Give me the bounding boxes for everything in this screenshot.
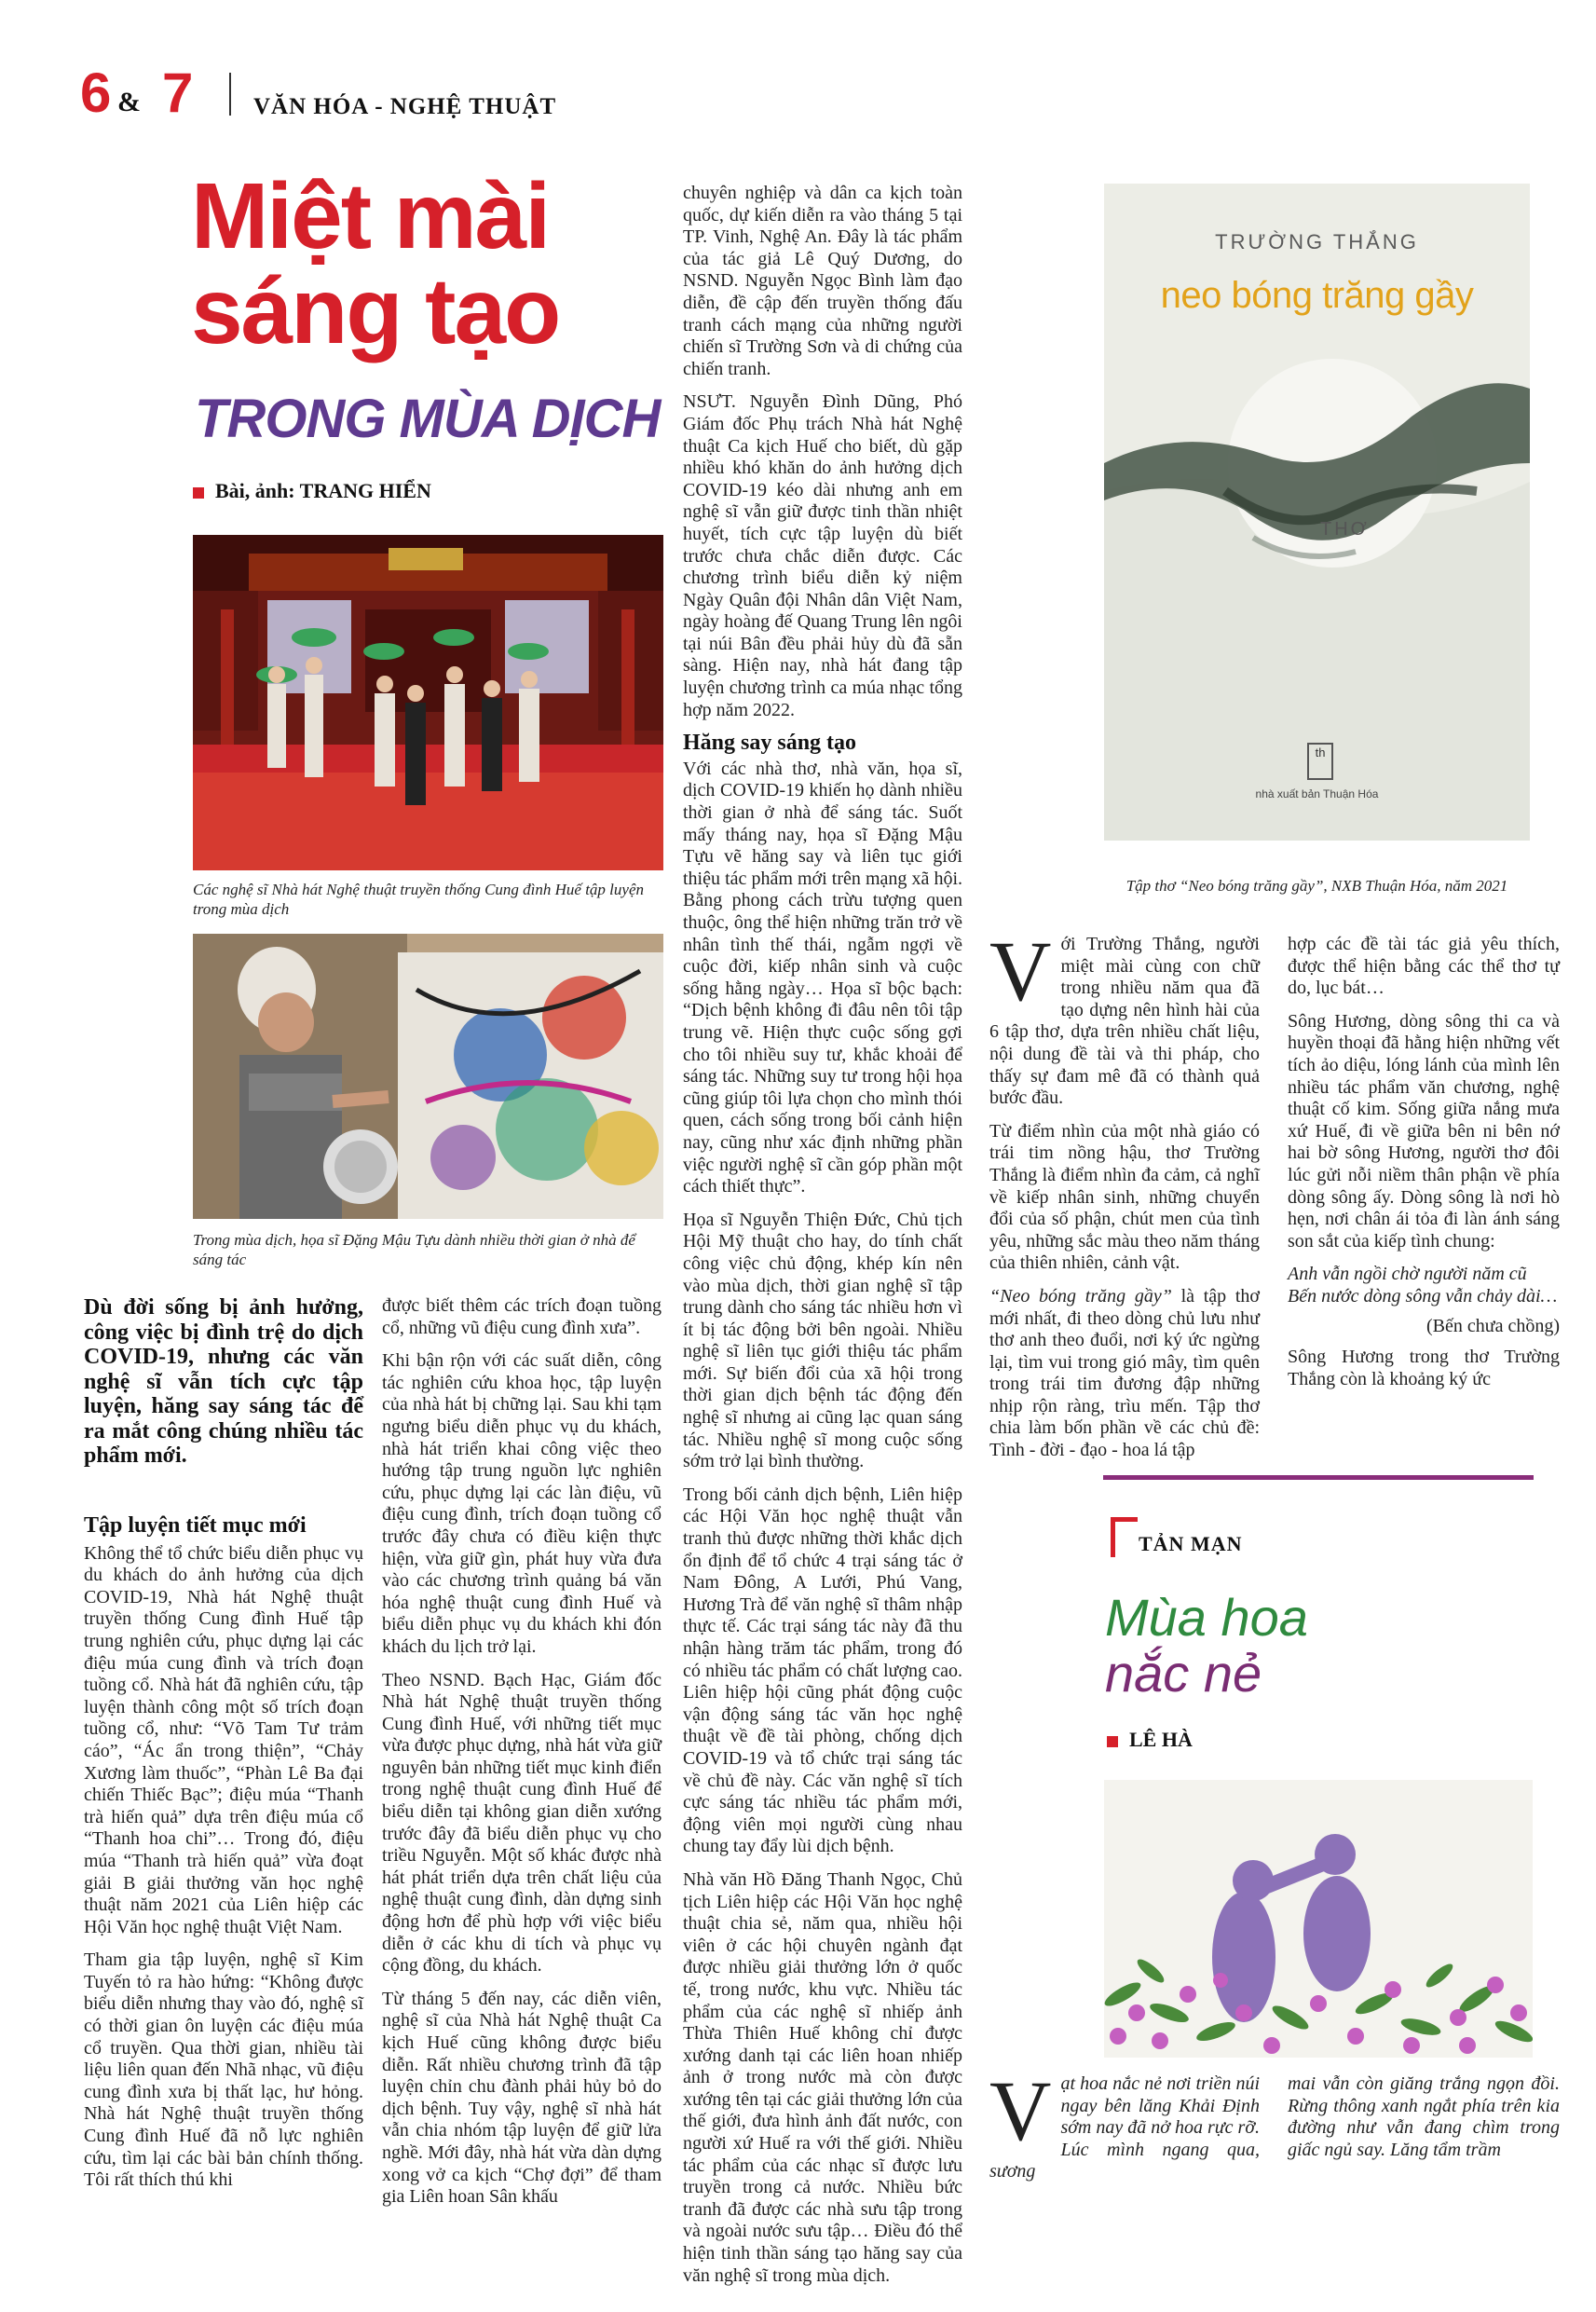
book-cover xyxy=(1104,184,1530,841)
col1-paragraph-2: Tham gia tập luyện, nghệ sĩ Kim Tuyến tỏ ra hào hứng: “Không được biểu diễn nhưng thay vào đó, nghệ sĩ có thời gian ôn luyện các điệu múa cổ truyền. Qua thời gian, nhiều tài liệu liên quan đến Nhã nhạc, vũ điệu cung đình xưa bị thất lạc, hư hỏng. Nhà hát Nghệ thuật truyền thống Cung đình Huế đã nỗ lực nghiên cứu, tìm lại các bài bản chính thống. Tôi rất thích thú khi xyxy=(84,1949,363,2191)
poem-line-2: Bến nước dòng sông vẫn chảy dài… xyxy=(1288,1285,1558,1306)
book-publisher: nhà xuất bản Thuận Hóa xyxy=(1255,787,1379,800)
tan-man-dropcap: V xyxy=(989,2063,1052,2158)
photo-palace-dance xyxy=(193,535,663,870)
col1-paragraph-1: Không thể tổ chức biểu diễn phục vụ du khách do ảnh hưởng của dịch COVID-19, Nhà hát Nghệ thuật truyền thống Cung đình Huế tập trung nghiên cứu, phục dựng lại các điệu múa cung đình và trích đoạn tuồng cổ. Nhà hát đã nghiên cứu, tập luyện thành công một số trích đoạn tuồng cổ, như: “Võ Tam Tư trảm cáo”, “Ác ẩn trong thiện”, “Chảy Xương làm thuốc”, “Phàn Lê Ba đại chiến Thiếc Bạc”; điệu múa “Thanh trà hiến quả” dựa trên điệu múa cổ “Thanh hoa chi”… Trong đó, điệu múa “Thanh trà hiến quả” vừa đoạt giải B giải thưởng văn học nghệ thuật năm 2021 của Liên hiệp các Hội Văn học nghệ thuật Việt Nam. xyxy=(84,1542,363,1937)
tan-man-author: LÊ HÀ xyxy=(1129,1728,1193,1751)
tan-man-label: TẢN MẠN xyxy=(1139,1532,1243,1555)
section-title: VĂN HÓA - NGHỆ THUẬT xyxy=(253,94,557,119)
byline-text: Bài, ảnh: TRANG HIỂN xyxy=(215,479,431,502)
article-subtitle: TRONG MÙA DỊCH xyxy=(195,389,661,449)
column-1 xyxy=(84,1510,363,2203)
palace-dance-image xyxy=(193,535,663,870)
photo1-caption: Các nghệ sĩ Nhà hát Nghệ thuật truyền thống Cung đình Huế tập luyện trong mùa dịch xyxy=(193,881,644,918)
col3-paragraph-6: Nhà văn Hồ Đăng Thanh Ngọc, Chủ tịch Liên hiệp các Hội Văn học nghệ thuật chia sẻ, năm qua, nhiều hội viên ở các hội chuyên ngành đạt được nhiều giải thưởng lớn ở quốc tế, trong nước, khu vực. Nhiều tác phẩm của các nghệ sĩ nhiếp ảnh Thừa Thiên Huế không chỉ được xướng danh tại các liên hoan nhiếp ảnh ở trong nước mà còn được xướng tên tại các giải thưởng lớn của thế giới, đưa hình ảnh đất nước, con người xứ Huế ra với thế giới. Nhiều tác phẩm của các nhạc sĩ được lưu truyền trong cả nước. Nhiều bức tranh đã được các nhà sưu tập trong và ngoài nước sưu tập… Điều đó thể hiện tinh thần sáng tạo hăng say của văn nghệ sĩ trong mùa dịch. xyxy=(683,1868,962,2286)
title-line-1: Miệt mài xyxy=(191,164,550,268)
painter-image xyxy=(193,934,663,1219)
article-title xyxy=(191,164,675,363)
header-divider xyxy=(229,73,231,116)
review-paragraph-1 xyxy=(989,923,1260,1110)
article-lead: Dù đời sống bị ảnh hưởng, công việc bị đình trệ do dịch COVID-19, nhưng các văn nghệ sĩ vẫn tích cực tập luyện, hăng say sáng tác để ra mắt công chúng nhiều tác phẩm mới. xyxy=(84,1295,363,1468)
page-header xyxy=(80,63,732,129)
review-paragraph-5: Sông Hương, dòng sông thi ca và huyền thoại đã hằng hiện những vết tích ảo diệu, lóng lánh của mình lên nhiều tác phẩm văn chương, nghệ thuật cố kim. Sống giữa nắng mưa xứ Huế, đi về giữa bên ni bên nớ hai bờ sông Hương, người thơ đôi lúc gửi nỗi niềm thân phận về phía dòng sông ấy. Dòng sông là nơi hò hẹn, nơi chân ái tỏa đi làn ánh sáng son sắt của kiếp tình chung: xyxy=(1288,1010,1560,1252)
book-genre: THƠ xyxy=(1320,519,1370,540)
tan-man-paragraph-2: mai vẫn còn giăng trắng ngọn đồi. Rừng thông xanh ngắt phía trên kia đường như vẫn đang chìm trong giấc ngủ say. Lăng tẩm trầm xyxy=(1288,2073,1560,2160)
subhead-hang-say: Hăng say sáng tạo xyxy=(683,731,857,756)
book-title: neo bóng trăng gầy xyxy=(1160,275,1474,316)
title-line-2: sáng tạo xyxy=(191,259,560,363)
review-paragraph-6: Sông Hương trong thơ Trường Thắng còn là khoảng ký ức xyxy=(1288,1347,1560,1389)
col2-paragraph-4: Từ tháng 5 đến nay, các diễn viên, nghệ sĩ của Nhà hát Nghệ thuật Ca kịch Huế cũng không được biểu diễn. Rất nhiều chương trình đã tập luyện chỉn chu đành phải hủy bỏ do dịch bệnh. Tuy vậy, nghệ sĩ nhà hát vẫn chia nhóm tập luyện để giữ lửa nghề. Mới đây, nhà hát vừa dàn dựng xong vở ca kịch “Chợ đợi” để tham gia Liên hoan Sân khấu xyxy=(382,1988,662,2208)
col3-paragraph-3: Với các nhà thơ, nhà văn, họa sĩ, dịch COVID-19 khiến họ dành nhiều thời gian ở nhà để sáng tác. Suốt mấy tháng nay, họa sĩ Đặng Mậu Tựu vẽ hăng say và liên tục giới thiệu tác phẩm mới trên mạng xã hội. Bằng phong cách trừu tượng quen thuộc, ông thể hiện những trăn trở về nhân tình thế thái, ngẫm ngợi về cuộc đời, kiếp nhân sinh và cuộc sống hằng ngày… Họa sĩ bộc bạch: “Dịch bệnh không đi đâu nên tôi tập trung vẽ. Hiện thực cuộc sống gợi cho tôi nhiều suy tư, khắc khoải để sáng tác. Những suy tư trong hội họa cũng giúp tôi lựa chọn cho mình thói quen, cách sống trong bối cảnh hiện nay, cũng như xác định những phần việc người nghệ sĩ cần góp phần một cách thiết thực”. xyxy=(683,758,962,1197)
column-2 xyxy=(382,1295,662,2220)
tan-man-label-box xyxy=(1111,1517,1138,1557)
review-column-2 xyxy=(1288,934,1560,1402)
review-dropcap: V xyxy=(989,923,1052,1019)
tan-man-byline-marker xyxy=(1107,1736,1118,1747)
flower-illustration xyxy=(1104,1780,1533,2058)
poem-line-1: Anh vẫn ngồi chờ người năm cũ xyxy=(1288,1264,1527,1285)
col3-paragraph-1: chuyên nghiệp và dân ca kịch toàn quốc, dự kiến diễn ra vào tháng 5 tại TP. Vinh, Nghệ An. Đây là tác phẩm của tác giả Lê Quý Dương, do NSND. Nguyễn Ngọc Bình làm đạo diễn, đề cập đến truyền thống đấu tranh cách mạng của những người chiến sĩ Trường Sơn và di chứng của chiến tranh. xyxy=(683,183,962,379)
review-paragraph-3-text: là tập thơ mới nhất, đi theo dòng chủ lưu như thơ anh theo đuổi, nơi ký ức ngừng lại, tìm vui trong gió mây, tìm quên trong trái tim đương đập những nhịp rộn ràng, trìu mến. Tập thơ chia làm bốn phần về các chủ đề: Tình - đời - đạo - hoa lá tập xyxy=(989,1285,1260,1461)
subhead-tap-luyen: Tập luyện tiết mục mới xyxy=(84,1513,307,1538)
col3-paragraph-4: Họa sĩ Nguyễn Thiện Đức, Chủ tịch Hội Mỹ thuật cho hay, do tính chất công việc chủ động, khép kín nên vào mùa dịch, thời gian nghệ sĩ tập trung dành cho sáng tác nhiều hơn vì ít bị tác động bởi bên ngoài. Nhiều nghệ sĩ liên tục giới thiệu tác phẩm mới. Sự biến đổi của xã hội trong thời gian dịch bệnh tác động đến nghệ sĩ nhưng ai cũng lạc quan sáng tác. Nhiều nghệ sĩ mong cuộc sống sớm trở lại bình thường. xyxy=(683,1209,962,1472)
page-number-amp: & xyxy=(117,87,141,117)
tan-man-column-2 xyxy=(1288,2073,1560,2172)
tan-man-title xyxy=(1105,1590,1308,1702)
byline xyxy=(193,479,431,503)
page-number-left: 6 xyxy=(80,62,112,124)
poem-source: (Bến chưa chồng) xyxy=(1425,1315,1560,1336)
tan-man-paragraph-1-text: ạt hoa nắc nẻ nơi triền núi ngay bên lăng Khải Định sớm nay đã nở hoa rực rỡ. Lúc mình ngang qua, sương xyxy=(989,2073,1260,2182)
col2-paragraph-3: Theo NSND. Bạch Hạc, Giám đốc Nhà hát Nghệ thuật truyền thống Cung đình Huế, với những tiết mục vừa được phục dựng, nhà hát vừa giữ nguyên bản những tiết mục kinh điển trong nghệ thuật cung đình Huế để biểu diễn tại không gian diễn xướng trước đây đã biểu diễn phục vụ cho triều Nguyễn. Một số khác được nhà hát phát triển dựa trên chất liệu của nghệ thuật cung đình, dàn dựng sinh động hơn để phù hợp với việc biểu diễn ở các khu di tích và phục vụ cộng đồng, du khách. xyxy=(382,1669,662,1977)
col2-paragraph-1: được biết thêm các trích đoạn tuồng cổ, những vũ điệu cung đình xưa”. xyxy=(382,1295,662,1338)
column-3 xyxy=(683,183,962,2298)
book-author: TRƯỜNG THẮNG xyxy=(1215,230,1419,253)
tan-man-column-1 xyxy=(989,2063,1260,2195)
tan-man-title-line-1: Mùa hoa xyxy=(1105,1588,1308,1647)
photo2-caption: Trong mùa dịch, họa sĩ Đặng Mậu Tựu dành nhiều thời gian ở nhà để sáng tác xyxy=(193,1231,635,1268)
publisher-logo-text: th xyxy=(1315,746,1326,759)
review-paragraph-3 xyxy=(989,1286,1260,1462)
col3-paragraph-5: Trong bối cảnh dịch bệnh, Liên hiệp các Hội Văn học nghệ thuật vẫn tranh thủ được những thời khắc dịch ổn định để tổ chức 4 trại sáng tác ở Nam Đông, A Lưới, Phú Vang, Hương Trà để văn nghệ sĩ thâm nhập thực tế. Các trại sáng tác này đã thu nhận hàng trăm tác phẩm, trong đó có nhiều tác phẩm có chất lượng cao. Liên hiệp hội cũng phát động cuộc vận động sáng tác văn học nghệ thuật về đề tài phòng, chống dịch COVID-19 và tổ chức trại sáng tác về chủ đề này. Các văn nghệ sĩ tích cực sáng tác nhiều tác phẩm mới, động viên mọi người cùng nhau chung tay đẩy lùi dịch bệnh. xyxy=(683,1484,962,1857)
review-column-1 xyxy=(989,923,1260,1473)
review-book-title: “Neo bóng trăng gầy” xyxy=(989,1285,1172,1306)
review-paragraph-2: Từ điểm nhìn của một nhà giáo có trái tim nồng hậu, thơ Trường Thắng là điểm nhìn đa cảm, cả nghĩ về kiếp nhân sinh, những chuyển đổi của số phận, chút men của tình yêu, những sắc màu theo năm tháng của thiên nhiên, cảnh vật. xyxy=(989,1120,1260,1274)
tan-man-title-line-2: nắc nẻ xyxy=(1105,1644,1262,1703)
review-paragraph-4: hợp các đề tài tác giả yêu thích, được thể hiện bằng các thể thơ tự do, lục bát… xyxy=(1288,934,1560,999)
photo-painter xyxy=(193,934,663,1219)
flower-illustration-art xyxy=(1104,1780,1533,2058)
byline-marker xyxy=(193,487,204,499)
tan-man-byline xyxy=(1107,1728,1193,1752)
col2-paragraph-2: Khi bận rộn với các suất diễn, công tác nghiên cứu khoa học, tập luyện của nhà hát bị chững lại. Sau khi tạm ngưng biểu diễn phục vụ du khách, nhà hát triển khai công việc theo hướng tập trung nguồn lực nghiên cứu, phục dựng lại các làn điệu, vũ điệu cung đình, trích đoạn tuồng cổ trước đây chưa có điều kiện thực hiện, vừa giữ gìn, phát huy vừa đưa vào các chương trình quảng bá văn hóa nghệ thuật cung đình Huế và biểu diễn phục vụ du khách khi đón khách du lịch trở lại. xyxy=(382,1350,662,1657)
publisher-logo xyxy=(1307,743,1333,780)
page-number-right: 7 xyxy=(162,62,194,124)
col3-paragraph-2: NSƯT. Nguyễn Đình Dũng, Phó Giám đốc Phụ trách Nhà hát Nghệ thuật Ca kịch Huế cho biết, dù gặp nhiều khó khăn do ảnh hưởng dịch COVID-19 kéo dài nhưng anh em nghệ sĩ vẫn giữ được tinh thần nhiệt huyết, tích cực tập luyện dù biết trước chưa chắc diễn được. Các chương trình biểu diễn kỷ niệm Ngày Quân đội Nhân dân Việt Nam, ngày hoàng đế Quang Trung lên ngôi tại núi Bân đều phải hủy dù đã sẵn sàng. Hiện nay, nhà hát đang tập luyện chương trình ca múa nhạc tổng hợp năm 2022. xyxy=(683,391,962,720)
tan-man-paragraph-1 xyxy=(989,2063,1260,2183)
book-caption: Tập thơ “Neo bóng trăng gầy”, NXB Thuận Hóa, năm 2021 xyxy=(1125,877,1508,895)
tan-man-top-rule xyxy=(1103,1475,1534,1480)
review-paragraph-1-text: ới Trường Thắng, người miệt mài cùng con chữ trong nhiều năm qua đã tạo dựng nên hình hài của 6 tập thơ, dựa trên nhiều chất liệu, nội dung đề tài và thi pháp, cho thấy sự đam mê đã có thành quả bước đầu. xyxy=(989,934,1260,1109)
poem xyxy=(1288,1264,1560,1307)
